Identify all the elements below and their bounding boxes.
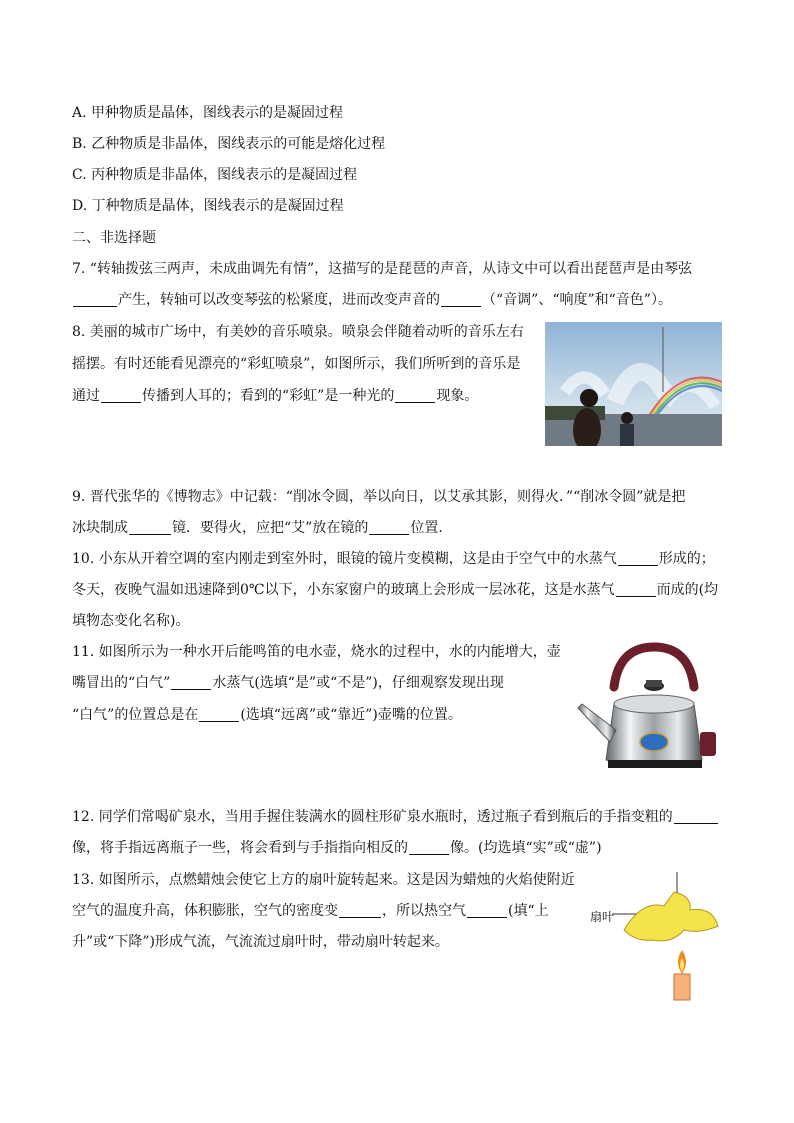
q12-line-2	[72, 838, 602, 858]
q12-text: 像。(均选填“实”或“虚”)	[450, 840, 602, 856]
option-d: D. 丁种物质是晶体，图线表示的是凝固过程	[72, 198, 344, 214]
blank[interactable]	[73, 292, 117, 307]
option-a: A. 甲种物质是晶体，图线表示的是凝固过程	[72, 105, 344, 121]
q9-text: 镜．要得火，应把“艾”放在镜的	[172, 520, 369, 536]
q11-text: 水蒸气(选填“是”或“不是”)，仔细观察发现出现	[212, 675, 504, 691]
blank[interactable]	[467, 903, 507, 918]
q7-text: 产生，转轴可以改变琴弦的松紧度，进而改变声音的	[118, 292, 440, 308]
q13-text: ，所以热空气	[382, 903, 466, 919]
blank[interactable]	[339, 903, 381, 918]
blank[interactable]	[674, 809, 718, 824]
blank[interactable]	[441, 292, 481, 307]
blank[interactable]	[369, 520, 409, 535]
q11-text: “白气”的位置总是在	[72, 707, 199, 723]
q8-line-1: 8. 美丽的城市广场中，有美妙的音乐喷泉。喷泉会伴随着动听的音乐左右	[72, 324, 524, 340]
candle-fan-diagram	[612, 870, 722, 1002]
q12-text: 像，将手指远离瓶子一些，将会看到与手指指向相反的	[72, 840, 408, 856]
q10-text: 而成的(均	[656, 582, 719, 598]
electric-kettle-image	[574, 642, 724, 774]
fan-blade-label: 扇叶	[590, 910, 615, 924]
q10-line-3: 填物态变化名称)。	[72, 613, 190, 629]
q7-text: （“音调”、“响度”和“音色”）。	[482, 292, 672, 308]
q11-text: (选填“远离”或“靠近”)壶嘴的位置。	[240, 707, 462, 723]
q9-text: 冰块制成	[72, 520, 128, 536]
blank[interactable]	[618, 551, 658, 566]
section-title: 二、非选择题	[72, 230, 156, 246]
option-b: B. 乙种物质是非晶体，图线表示的可能是熔化过程	[72, 136, 386, 152]
q8-line-3	[72, 386, 478, 406]
q13-line-1: 13. 如图所示，点燃蜡烛会使它上方的扇叶旋转起来。这是因为蜡烛的火焰使附近	[72, 872, 575, 888]
option-c: C. 丙种物质是非晶体，图线表示的是凝固过程	[72, 167, 358, 183]
q9-line-1: 9. 晋代张华的《博物志》中记载：“削冰令圆，举以向日，以艾承其影，则得火．”“削冰令圆”就是把	[72, 489, 686, 505]
fan-blade-icon	[624, 892, 718, 941]
q11-line-3	[72, 705, 462, 725]
q8-text: 现象。	[436, 388, 479, 404]
blank[interactable]	[409, 840, 449, 855]
q8-text: 通过	[72, 388, 100, 404]
q11-line-2	[72, 673, 504, 693]
blank[interactable]	[171, 675, 211, 690]
q8-line-2: 摇摆。有时还能看见漂亮的“彩虹喷泉”，如图所示，我们所听到的音乐是	[72, 356, 521, 372]
q7-line-2	[72, 290, 672, 310]
blank[interactable]	[101, 388, 141, 403]
q12-text: 12. 同学们常喝矿泉水，当用手握住装满水的圆柱形矿泉水瓶时，透过瓶子看到瓶后的手指变粗的	[72, 809, 673, 825]
q12-line-1	[72, 807, 719, 827]
q10-line-2	[72, 580, 718, 600]
candle-icon	[674, 974, 690, 1000]
blank[interactable]	[199, 707, 239, 722]
rainbow-fountain-image	[545, 322, 722, 446]
q13-text: (填“上	[508, 903, 549, 919]
q13-line-2	[72, 901, 549, 921]
blank[interactable]	[395, 388, 435, 403]
blank[interactable]	[129, 520, 171, 535]
blank[interactable]	[616, 582, 656, 597]
q9-text: 位置．	[410, 520, 453, 536]
q7-line-1: 7. “转轴拨弦三两声，未成曲调先有情”，这描写的是琵琶的声音，从诗文中可以看出琵琶声是由琴弦	[72, 261, 693, 277]
q10-line-1	[72, 549, 715, 569]
q8-text: 传播到人耳的；看到的“彩虹”是一种光的	[142, 388, 395, 404]
q13-line-3: 升”或“下降”)形成气流，气流流过扇叶时，带动扇叶转起来。	[72, 934, 449, 950]
q13-text: 空气的温度升高，体积膨胀，空气的密度变	[72, 903, 338, 919]
q10-text: 冬天，夜晚气温如迅速降到0℃以下，小东家窗户的玻璃上会形成一层冰花，这是水蒸气	[72, 582, 615, 598]
q10-text: 10. 小东从开着空调的室内刚走到室外时，眼镜的镜片变模糊，这是由于空气中的水蒸气	[72, 551, 617, 567]
q11-line-1: 11. 如图所示为一种水开后能鸣笛的电水壶，烧水的过程中，水的内能增大，壶	[72, 644, 561, 660]
q9-line-2	[72, 518, 452, 538]
q11-text: 嘴冒出的“白气”	[72, 675, 171, 691]
q10-text: 形成的；	[658, 551, 715, 567]
